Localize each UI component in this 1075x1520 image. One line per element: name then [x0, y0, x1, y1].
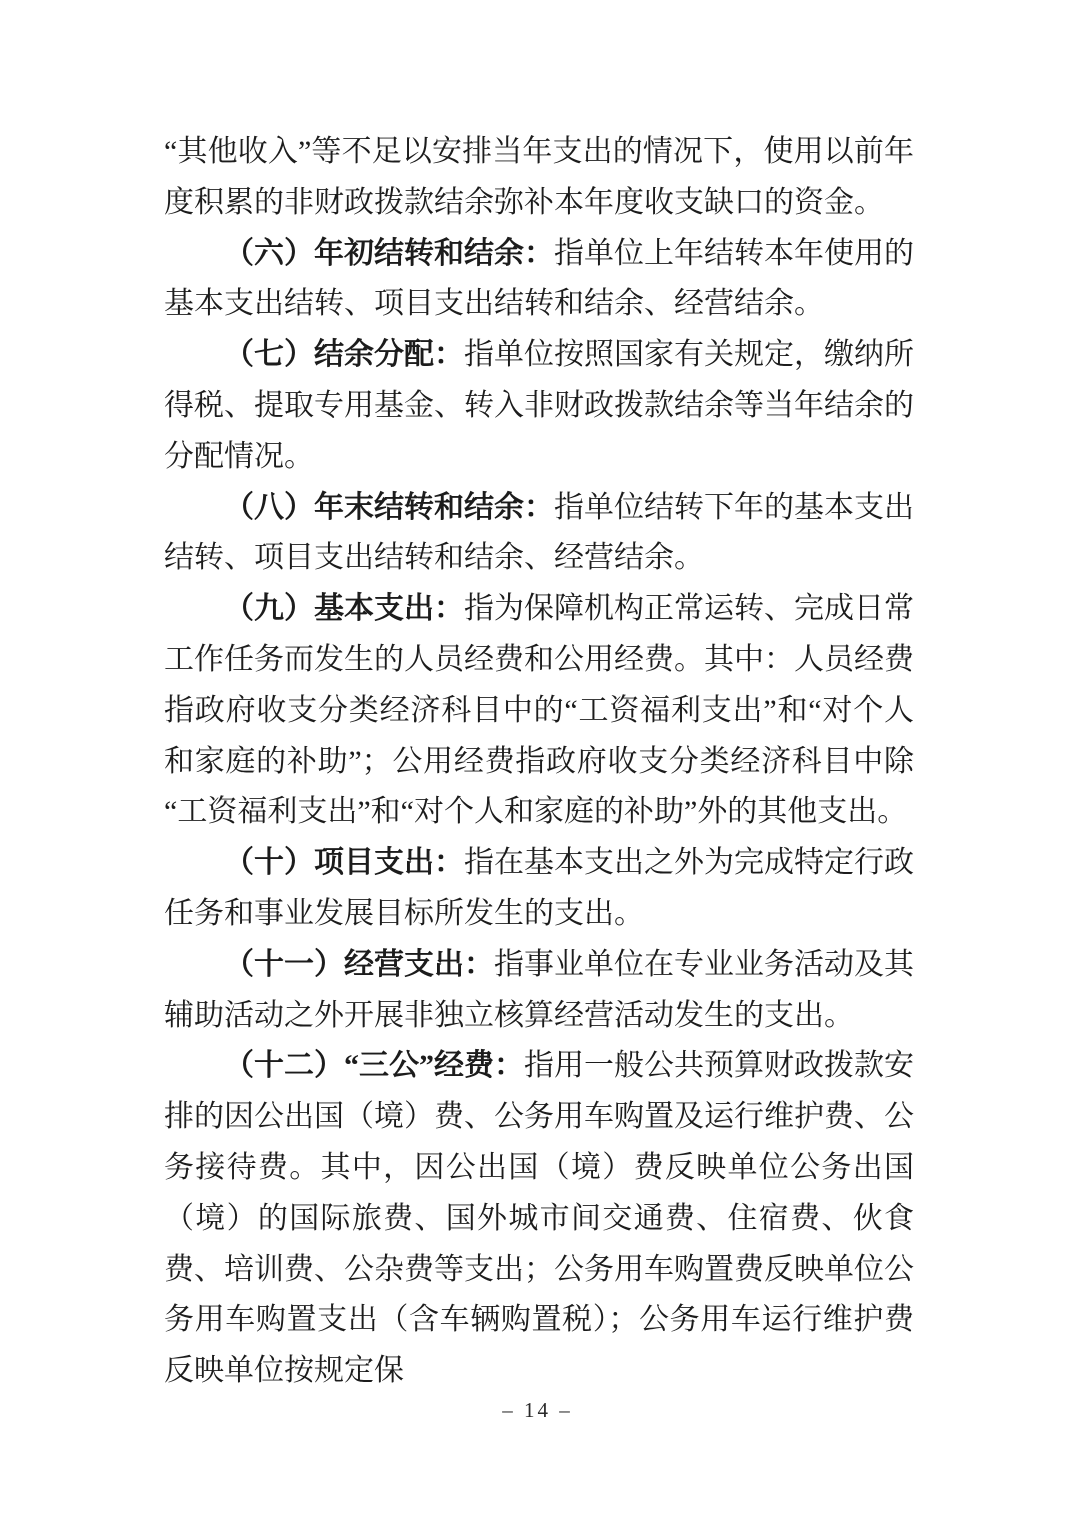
text-run: 指事业单位在专业业务活动及其辅助活动之外开展非独立核算经营活动发生的支出。 — [164, 947, 914, 1032]
paragraph — [164, 229, 914, 331]
text-run: 指单位按照国家有关规定，缴纳所得税、提取专用基金、转入非财政拨款结余等当年结余的分配情况。 — [164, 338, 914, 473]
term-label: （八）年末结转和结余： — [224, 490, 554, 524]
term-label: （七）结余分配： — [224, 338, 464, 372]
page-number: – 14 – — [502, 1398, 573, 1422]
paragraph — [164, 1041, 914, 1397]
paragraph — [164, 940, 914, 1042]
term-label: （十二）“三公”经费： — [224, 1049, 524, 1083]
paragraph — [164, 483, 914, 585]
document-body — [164, 127, 914, 1397]
term-label: （六）年初结转和结余： — [224, 236, 554, 270]
paragraph — [164, 838, 914, 940]
text-run: “其他收入”等不足以安排当年支出的情况下，使用以前年度积累的非财政拨款结余弥补本年度收支缺口的资金。 — [164, 135, 914, 219]
term-label: （十一）经营支出： — [224, 947, 494, 981]
text-run: 指用一般公共预算财政拨款安排的因公出国（境）费、公务用车购置及运行维护费、公务接待费。其中，因公出国（境）费反映单位公务出国（境）的国际旅费、国外城市间交通费、住宿费、伙食费、培训费、公杂费等支出；公务用车购置费反映单位公务用车购置支出（含车辆购置税）；公务用车运行维护费反映单位按规定保 — [164, 1049, 914, 1388]
text-run: 指单位上年结转本年使用的基本支出结转、项目支出结转和结余、经营结余。 — [164, 236, 914, 321]
text-run: 指单位结转下年的基本支出结转、项目支出结转和结余、经营结余。 — [164, 490, 914, 575]
term-label: （十）项目支出： — [224, 846, 464, 880]
text-run: 指为保障机构正常运转、完成日常工作任务而发生的人员经费和公用经费。其中：人员经费指政府收支分类经济科目中的“工资福利支出”和“对个人和家庭的补助”；公用经费指政府收支分类经济科目中除“工资福利支出”和“对个人和家庭的补助”外的其他支出。 — [164, 592, 914, 829]
text-run: 指在基本支出之外为完成特定行政任务和事业发展目标所发生的支出。 — [164, 846, 914, 930]
paragraph — [164, 330, 914, 482]
paragraph — [164, 584, 914, 838]
paragraph — [164, 127, 914, 229]
term-label: （九）基本支出： — [224, 592, 464, 626]
